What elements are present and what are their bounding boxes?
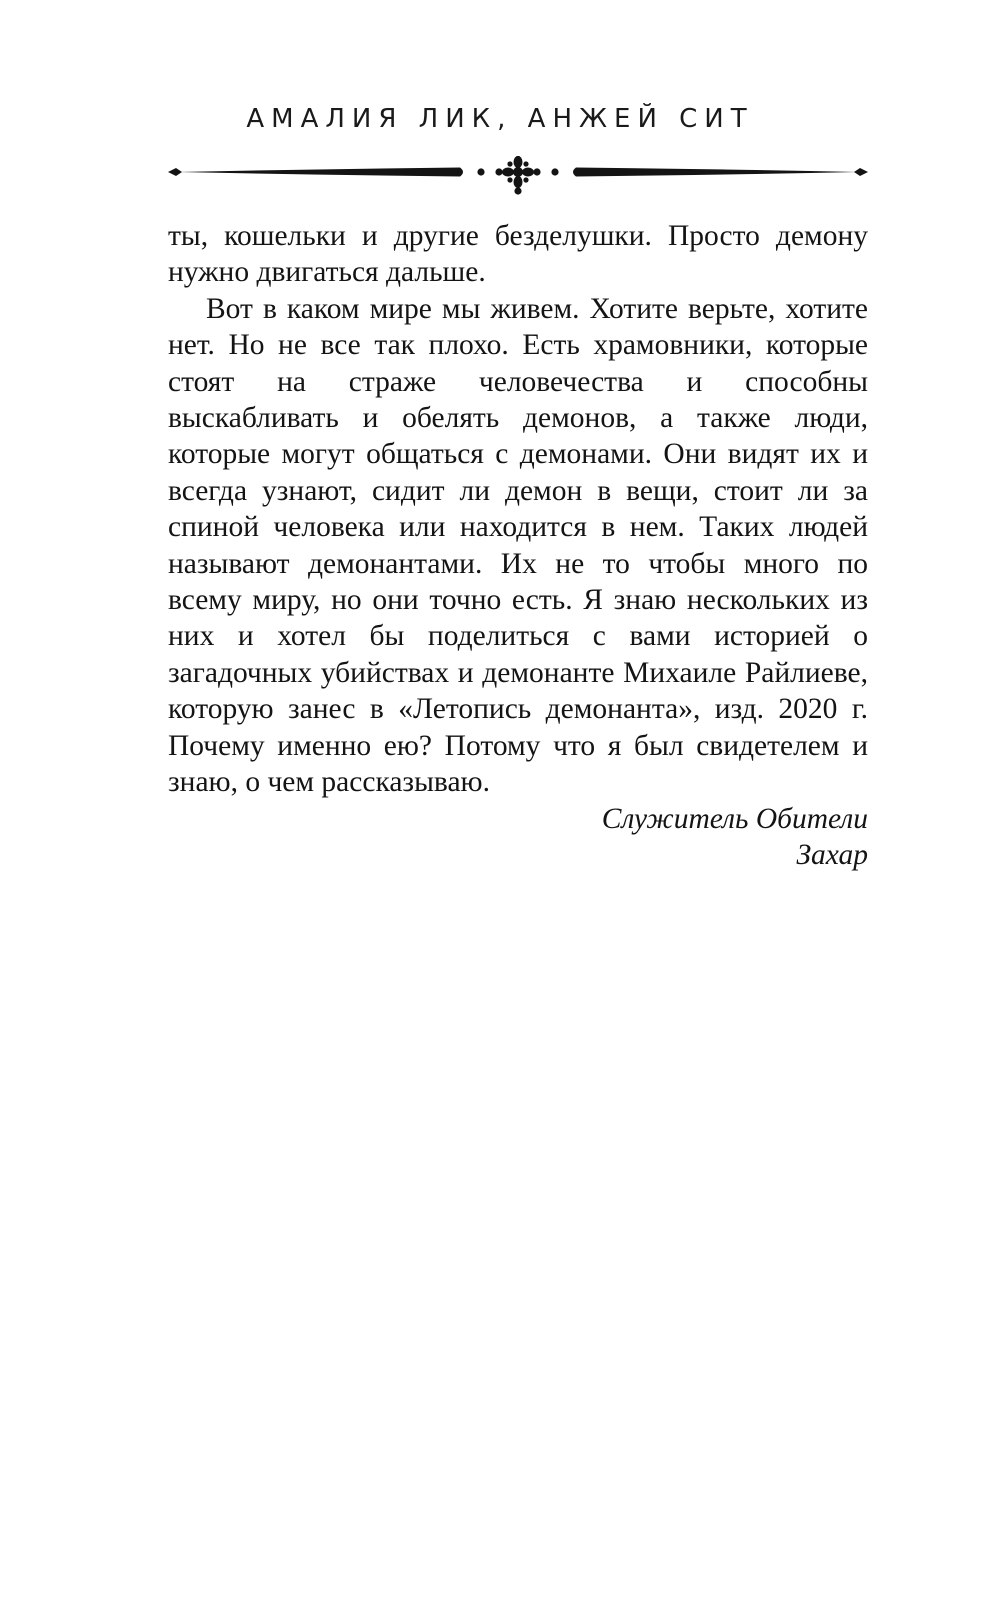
paragraph-continuation: ты, кошельки и другие безделушки. Просто демону нужно двигаться дальше.: [168, 220, 868, 289]
paragraph-main: Вот в каком мире мы живем. Хотите верьте, хотите нет. Но не все так плохо. Есть храмовники, которые стоят на страже человечества и способны выскабливать и обелять демонов, а также люди, которые могут общаться с демонами. Они видят их и всегда узнают, сидит ли демон в вещи, стоит ли за спиной человека или находится в нем. Таких людей называют демонантами. Их не то чтобы много по всему миру, но они точно есть. Я знаю нескольких из них и хотел бы поделиться с вами историей о загадочных убийствах и демонанте Михаиле Райлиеве, которую занес в «Летопись демонанта», изд. 2020 г. Почему именно ею? Потому что я был свидетелем и знаю, о чем рассказываю.: [168, 292, 868, 799]
running-header: АМАЛИЯ ЛИК, АНЖЕЙ СИТ: [246, 104, 754, 134]
signature: [168, 801, 868, 874]
ornament-divider-icon: [168, 156, 868, 198]
signature-title: Служитель Обители: [601, 802, 868, 835]
signature-name: Захар: [796, 838, 868, 871]
body-text: [168, 218, 868, 873]
